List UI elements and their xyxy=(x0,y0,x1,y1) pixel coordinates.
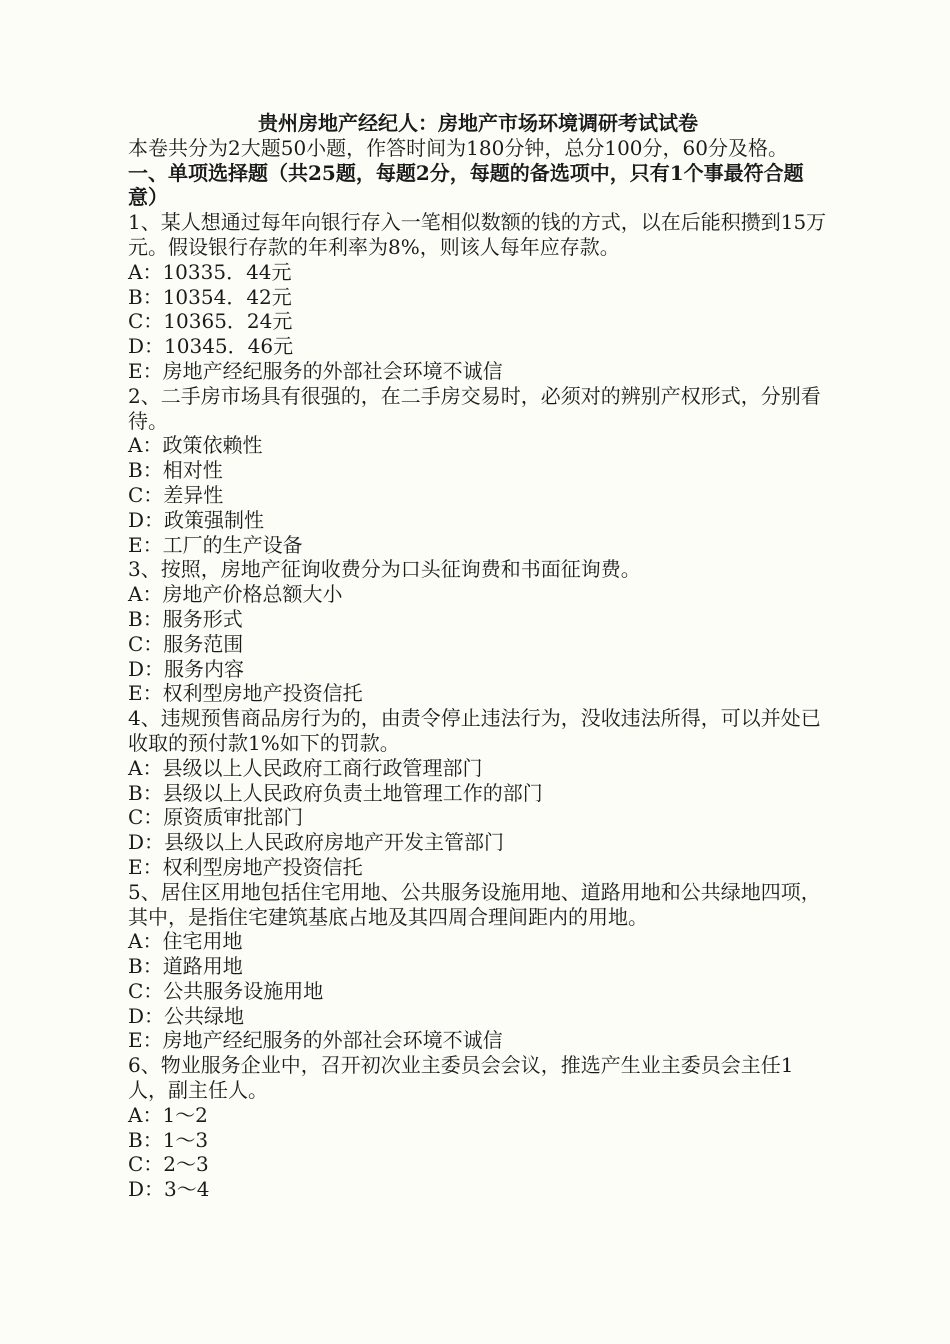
option-d: D：3～4 xyxy=(128,1177,210,1202)
question-stem: 2、二手房市场具有很强的，在二手房交易时，必须对的辨别产权形式，分别看待。 xyxy=(128,383,821,433)
option-b: B：道路用地 xyxy=(128,954,243,979)
doc-title: 贵州房地产经纪人：房地产市场环境调研考试试卷 xyxy=(258,111,698,135)
option-d: D：10345．46元 xyxy=(128,334,294,359)
option-c: C：原资质审批部门 xyxy=(128,805,304,830)
option-a: A：房地产价格总额大小 xyxy=(128,582,343,607)
option-e: E：房地产经纪服务的外部社会环境不诚信 xyxy=(128,1028,503,1053)
question-stem: 5、居住区用地包括住宅用地、公共服务设施用地、道路用地和公共绿地四项，其中，是指住宅建筑基底占地及其四周合理间距内的用地。 xyxy=(128,879,821,929)
question-1 xyxy=(128,210,828,384)
option-d: D：县级以上人民政府房地产开发主管部门 xyxy=(128,830,505,855)
option-b: B：10354．42元 xyxy=(128,284,292,309)
question-4 xyxy=(128,706,828,880)
option-c: C：公共服务设施用地 xyxy=(128,978,324,1003)
option-a: A：1～2 xyxy=(128,1102,208,1127)
option-a: A：县级以上人民政府工商行政管理部门 xyxy=(128,755,483,780)
option-c: C：2～3 xyxy=(128,1152,209,1177)
doc-intro: 本卷共分为2大题50小题，作答时间为180分钟，总分100分，60分及格。 xyxy=(128,135,788,160)
question-stem: 6、物业服务企业中，召开初次业主委员会会议，推选产生业主委员会主任1人，副主任人。 xyxy=(128,1053,794,1103)
option-e: E：权利型房地产投资信托 xyxy=(128,681,363,706)
option-a: A：住宅用地 xyxy=(128,929,243,954)
section-heading: 一、单项选择题（共25题，每题2分，每题的备选项中，只有1个事最符合题意） xyxy=(128,160,804,210)
question-stem: 1、某人想通过每年向银行存入一笔相似数额的钱的方式，以在后能积攒到15万元。假设银行存款的年利率为8%，则该人每年应存款。 xyxy=(128,210,827,259)
option-d: D：服务内容 xyxy=(128,656,245,681)
question-2 xyxy=(128,384,828,558)
option-c: C：差异性 xyxy=(128,482,224,507)
document-body xyxy=(128,111,828,1202)
question-3 xyxy=(128,557,828,706)
option-c: C：服务范围 xyxy=(128,631,244,656)
option-c: C：10365．24元 xyxy=(128,309,293,334)
question-6 xyxy=(128,1053,828,1202)
option-d: D：公共绿地 xyxy=(128,1003,245,1028)
option-a: A：10335．44元 xyxy=(128,259,292,284)
option-e: E：房地产经纪服务的外部社会环境不诚信 xyxy=(128,358,503,383)
question-5 xyxy=(128,880,828,1054)
option-e: E：工厂的生产设备 xyxy=(128,532,303,557)
option-e: E：权利型房地产投资信托 xyxy=(128,854,363,879)
option-d: D：政策强制性 xyxy=(128,507,265,532)
question-stem: 4、违规预售商品房行为的，由责令停止违法行为，没收违法所得，可以并处已收取的预付款1%如下的罚款。 xyxy=(128,706,821,755)
option-b: B：相对性 xyxy=(128,458,223,483)
option-b: B：1～3 xyxy=(128,1127,209,1152)
option-b: B：县级以上人民政府负责土地管理工作的部门 xyxy=(128,780,543,805)
question-stem: 3、按照，房地产征询收费分为口头征询费和书面征询费。 xyxy=(128,557,641,582)
option-a: A：政策依赖性 xyxy=(128,433,263,458)
option-b: B：服务形式 xyxy=(128,606,243,631)
